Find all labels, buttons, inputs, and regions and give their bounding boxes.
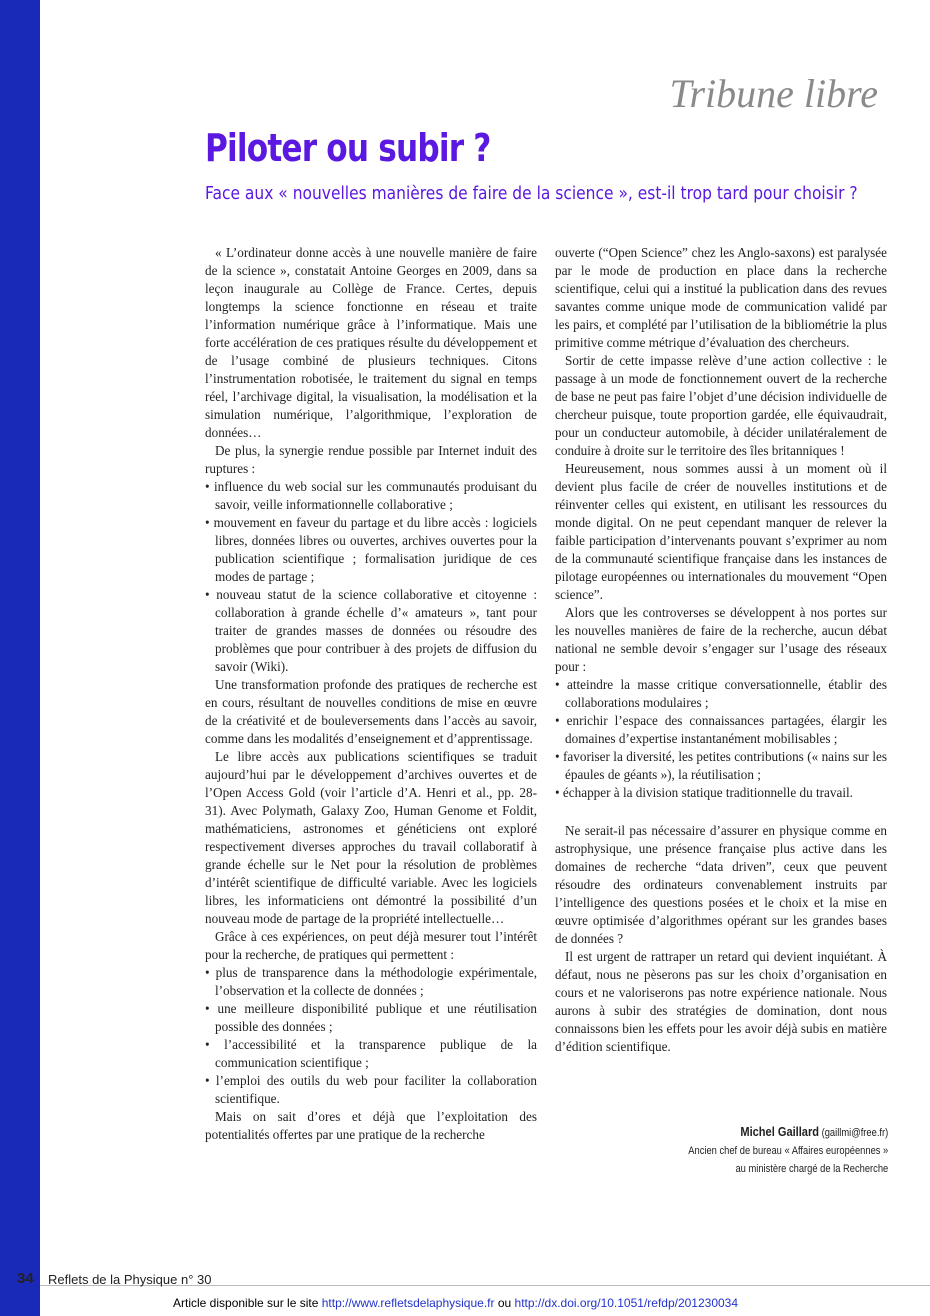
paragraph: Mais on sait d’ores et déjà que l’exploitation des potentialités offertes par une pratique de la recherche <box>205 1109 537 1142</box>
list-item: • échapper à la division statique traditionnelle du travail. <box>555 784 887 802</box>
list-item: • plus de transparence dans la méthodologie expérimentale, l’observation et la collecte de données ; <box>205 964 537 1000</box>
column-left <box>205 244 537 1204</box>
section-label: Tribune libre <box>669 71 878 116</box>
list-item: • favoriser la diversité, les petites contributions (« nains sur les épaules de géants »), la réutilisation ; <box>555 748 887 784</box>
author-signature <box>688 1123 888 1178</box>
list-item: • une meilleure disponibilité publique et une réutilisation possible des données ; <box>205 1000 537 1036</box>
bullet-list <box>555 676 887 802</box>
article-subtitle: Face aux « nouvelles manières de faire de la science », est-il trop tard pour choisir ? <box>205 183 858 204</box>
paragraph: Le libre accès aux publications scientifiques se traduit aujourd’hui par le développement d’archives ouvertes et de l’Open Access Gold (voir l’article d’A. Henri et al., pp. 28-31). Avec Polymath, Galaxy Zoo, Human Genome et Foldit, mathématiciens, astronomes et généticiens ont exploré respectivement diverses approches du travail collaboratif à grande échelle sur le Net pour la résolution de problèmes d’intérêt scientifique de difficulté variable. Avec les logiciels libres, les informaticiens ont démontré la possibilité d’un nouveau mode de partage de la propriété intellectuelle… <box>205 749 537 926</box>
paragraph-gap <box>555 802 887 822</box>
availability-or: ou <box>494 1296 515 1310</box>
paragraph: Il est urgent de rattraper un retard qui devient inquiétant. À défaut, nous ne pèserons pas sur les choix d’organisation en cours et ne valoriserons pas notre expérience nationale. Nous aurons à subir des stratégies de domination, dont nous connaissons bien les effets pour les avoir déjà subis en matière d’édition scientifique. <box>555 949 887 1054</box>
column-right <box>555 244 887 1154</box>
list-item: • l’accessibilité et la transparence publique de la communication scientifique ; <box>205 1036 537 1072</box>
author-affiliation: au ministère chargé de la Recherche <box>735 1163 888 1175</box>
bullet-list <box>205 478 537 676</box>
journal-name: Reflets de la Physique n° 30 <box>48 1272 212 1287</box>
paragraph: Sortir de cette impasse relève d’une action collective : le passage à un mode de fonctionnement ouvert de la recherche de base ne peut pas faire l’objet d’une décision individuelle de chercheur puisque, toute proportion gardée, elle équivaudrait, pour un conducteur automobile, à décider unilatéralement de conduire à droite sur le territoire des îles britanniques ! <box>555 353 887 458</box>
availability-note <box>173 1296 738 1310</box>
doi-link[interactable]: http://dx.doi.org/10.1051/refdp/201230034 <box>514 1296 739 1310</box>
list-item: • enrichir l’espace des connaissances partagées, élargir les domaines d’expertise instantanément mobilisables ; <box>555 712 887 748</box>
article-title: Piloter ou subir ? <box>205 126 491 170</box>
list-item: • nouveau statut de la science collaborative et citoyenne : collaboration à grande échelle d’« amateurs », tant pour traiter de grandes masses de données ou résoudre des problèmes que pour contribuer à des projets de diffusion du savoir (Wiki). <box>205 586 537 676</box>
author-role: Ancien chef de bureau « Affaires européennes » <box>688 1145 888 1157</box>
paragraph: Ne serait-il pas nécessaire d’assurer en physique comme en astrophysique, une présence française plus active dans les domaines de recherche “data driven”, ceux que peuvent résoudre des ordinateurs convenablement instruits par l’intelligence des questions posées et le choix et la mise en œuvre optimisée d’algorithmes opérant sur les grandes bases de données ? <box>555 823 887 946</box>
paragraph: Une transformation profonde des pratiques de recherche est en cours, résultant de nouvelles conditions de mise en œuvre de la créativité et de bouleversements dans l’accès au savoir, comme dans les modalités d’enseignement et d’apprentissage. <box>205 677 537 746</box>
paragraph: « L’ordinateur donne accès à une nouvelle manière de faire de la science », constatait Antoine Georges en 2009, dans sa leçon inaugurale au Collège de France. Certes, depuis longtemps la science fonctionne en réseau et traite l’information numérique grâce à l’informatique. Mais une forte accélération de ces pratiques résulte du développement et de l’usage combiné de plusieurs techniques. Citons l’instrumentation robotisée, le traitement du signal en temps réel, l’archivage digital, la visualisation, la modélisation et la simulation numérique, l’algorithmique, l’exploration de données… <box>205 245 537 440</box>
left-color-bar <box>0 0 40 1316</box>
list-item: • influence du web social sur les communautés produisant du savoir, veille informationnelle collaborative ; <box>205 478 537 514</box>
list-item: • atteindre la masse critique conversationnelle, établir des collaborations modulaires ; <box>555 676 887 712</box>
bullet-list <box>205 964 537 1108</box>
paragraph: ouverte (“Open Science” chez les Anglo-saxons) est paralysée par le mode de production en place dans la recherche scientifique, celui qui a institué la publication dans des revues savantes comme unique mode de communication validé par les pairs, et complété par l’utilisation de la bibliométrie la plus primitive comme métrique d’évaluation des chercheurs. <box>555 245 887 350</box>
list-item: • l’emploi des outils du web pour faciliter la collaboration scientifique. <box>205 1072 537 1108</box>
author-email: (gaillmi@free.fr) <box>821 1127 888 1139</box>
site-link[interactable]: http://www.refletsdelaphysique.fr <box>321 1296 495 1310</box>
paragraph: Alors que les controverses se développent à nos portes sur les nouvelles manières de faire de la recherche, aucun débat national ne semble devoir s’engager sur l’usage des réseaux pour : <box>555 605 887 674</box>
page-number: 34 <box>17 1270 34 1287</box>
list-item: • mouvement en faveur du partage et du libre accès : logiciels libres, données libres ou ouvertes, archives ouvertes pour la publication scientifique ; formalisation juridique de ces modes de partage ; <box>205 514 537 586</box>
author-name: Michel Gaillard <box>740 1124 819 1139</box>
paragraph: Grâce à ces expériences, on peut déjà mesurer tout l’intérêt pour la recherche, de pratiques qui permettent : <box>205 929 537 962</box>
availability-text: Article disponible sur le site <box>173 1296 322 1310</box>
paragraph: De plus, la synergie rendue possible par Internet induit des ruptures : <box>205 443 537 476</box>
paragraph: Heureusement, nous sommes aussi à un moment où il devient plus facile de créer de nouvelles institutions et de réinventer celles qui existent, en utilisant les ressources du monde digital. On ne peut cependant manquer de relever la faible participation d’intervenants pouvant s’exprimer au nom de la communauté scientifique française dans les instances de pilotage européennes ou internationales du mouvement “Open science”. <box>555 461 887 602</box>
